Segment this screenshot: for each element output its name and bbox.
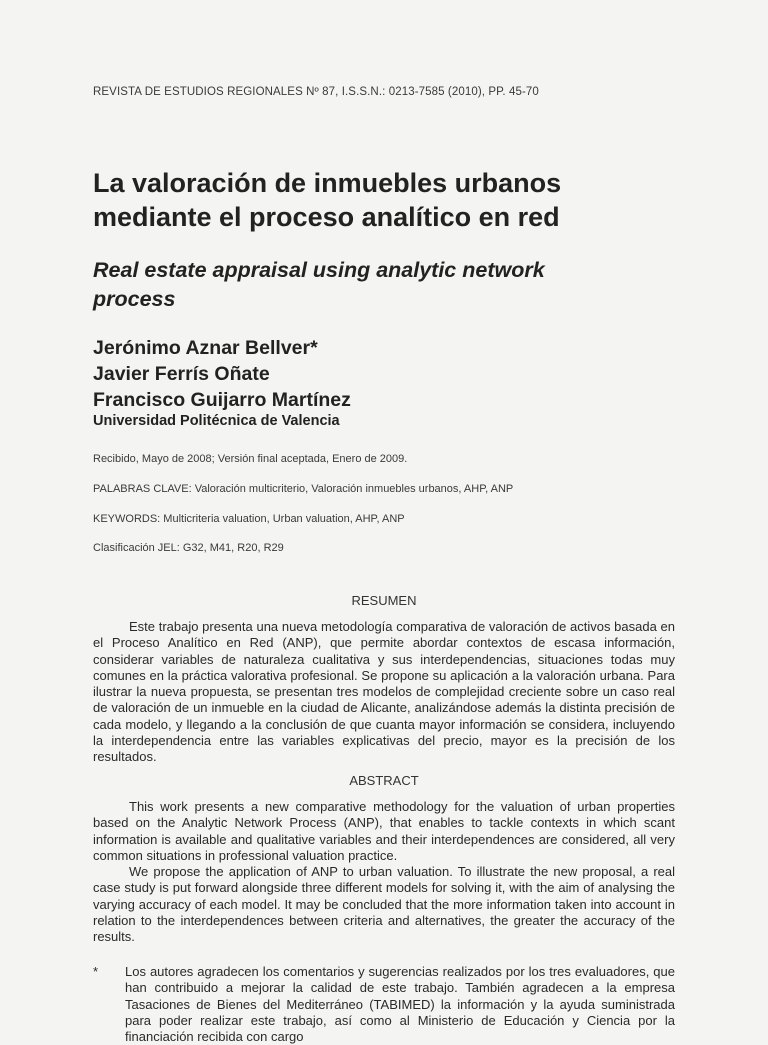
abstract-paragraph: This work presents a new comparative methodology for the valuation of urban properties based on the Analytic Network Process (ANP), that enables to tackle contexts in which scant information is available and qualitative variables and their interdependences are considered, all very common situations in professional valuation practice. bbox=[93, 799, 675, 863]
received-date: Recibido, Mayo de 2008; Versión final aceptada, Enero de 2009. bbox=[93, 453, 408, 465]
resumen-paragraph: Este trabajo presenta una nueva metodología comparativa de valoración de activos basada en el Proceso Analítico en Red (ANP), que permite abordar contextos de escasa información, considerar variables de naturaleza cualitativa y sus interdependencias, situaciones todas muy comunes en la práctica valorativa profesional. Se propone su aplicación a la valoración urbana. Para ilustrar la nueva propuesta, se presentan tres modelos de complejidad creciente sobre un caso real de valoración de un inmueble en la ciudad de Alicante, analizándose además la distinta precisión de cada modelo, y llegando a la conclusión de que cuanta mayor información se considera, incluyendo la interdependencia entre las variables explicativas del precio, mayor es la precisión de los resultados. bbox=[93, 619, 675, 765]
abstract-body bbox=[93, 799, 675, 946]
author-name: Francisco Guijarro Martínez bbox=[93, 389, 351, 411]
title-line-1: La valoración de inmuebles urbanos bbox=[93, 168, 562, 198]
keywords: KEYWORDS: Multicriteria valuation, Urban valuation, AHP, ANP bbox=[93, 513, 405, 525]
resumen-heading: RESUMEN bbox=[351, 593, 417, 608]
abstract-paragraph: We propose the application of ANP to urban valuation. To illustrate the new proposal, a real case study is put forward alongside three different models for solving it, with the aim of analysing the varying accuracy of each model. It may be concluded that the more information taken into account in relation to the interdependences between criteria and alternatives, the greater the accuracy of the results. bbox=[93, 864, 675, 945]
author-name: Jerónimo Aznar Bellver* bbox=[93, 337, 318, 359]
author-name: Javier Ferrís Oñate bbox=[93, 363, 270, 385]
footnote bbox=[93, 964, 675, 1045]
title-line-2: mediante el proceso analítico en red bbox=[93, 202, 560, 232]
paper-title bbox=[93, 166, 693, 234]
footnote-text: Los autores agradecen los comentarios y sugerencias realizados por los tres evaluadores, que han contribuido a mejorar la calidad de este trabajo. También agradecen a la empresa Tasaciones de Bienes del Mediterráneo (TABIMED) la información y la ayuda suministrada para poder realizar este trabajo, así como al Ministerio de Educación y Ciencia por la financiación recibida con cargo bbox=[125, 964, 675, 1045]
author-affiliation: Universidad Politécnica de Valencia bbox=[93, 413, 340, 429]
subtitle-line-1: Real estate appraisal using analytic network bbox=[93, 258, 545, 282]
jel-classification: Clasificación JEL: G32, M41, R20, R29 bbox=[93, 542, 284, 554]
author-list bbox=[93, 335, 351, 413]
footnote-mark: * bbox=[93, 964, 99, 979]
subtitle-line-2: process bbox=[93, 287, 176, 311]
journal-header: REVISTA DE ESTUDIOS REGIONALES Nº 87, I.S.S.N.: 0213-7585 (2010), PP. 45-70 bbox=[93, 86, 539, 98]
palabras-clave: PALABRAS CLAVE: Valoración multicriterio, Valoración inmuebles urbanos, AHP, ANP bbox=[93, 483, 514, 495]
abstract-heading: ABSTRACT bbox=[349, 773, 419, 788]
resumen-body bbox=[93, 619, 675, 766]
paper-subtitle bbox=[93, 256, 693, 314]
